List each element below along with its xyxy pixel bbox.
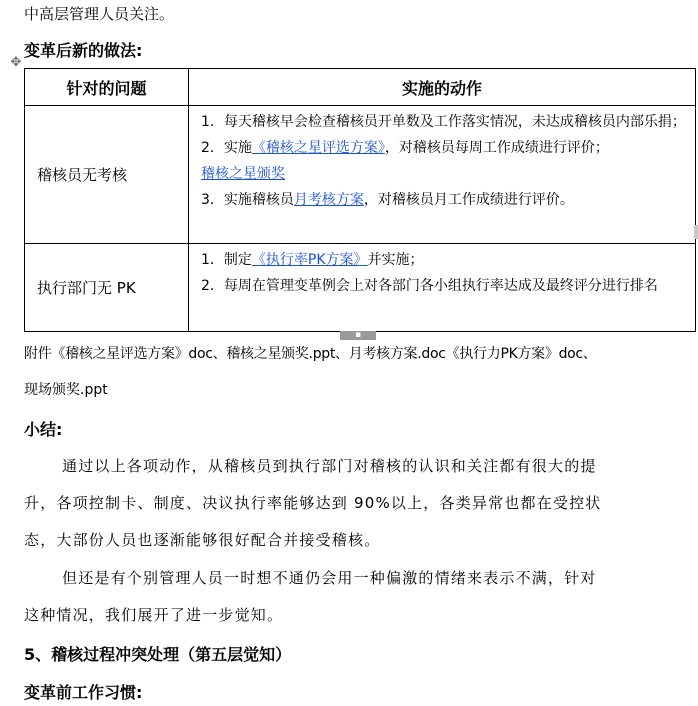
- problem-cell: 稽核员无考核: [25, 106, 189, 244]
- paragraph-line: 这种情况，我们展开了进一步觉知。: [24, 606, 284, 624]
- section-5-heading: 5、稽核过程冲突处理（第五层觉知）: [24, 645, 292, 664]
- table-row: [25, 244, 696, 332]
- table-header-row: [25, 69, 696, 106]
- action-text: 2．实施: [201, 140, 252, 156]
- action-text: 3．实施稽核员: [201, 192, 294, 208]
- top-text-line: 中高层管理人员关注。: [24, 5, 175, 23]
- action-text: 并实施；: [367, 252, 424, 268]
- action-line: [201, 247, 687, 273]
- action-line: [201, 187, 687, 213]
- link-monthly-assessment-plan[interactable]: 月考核方案: [293, 192, 364, 208]
- table-split-marker[interactable]: ▪: [340, 331, 376, 340]
- paragraph-line: 通过以上各项动作，从稽核员到执行部门对稽核的认识和关注都有很大的提: [62, 457, 597, 475]
- paragraph-line: 升，各项控制卡、制度、决议执行率能够达到 90%以上，各类异常也都在受控状: [24, 494, 602, 512]
- problem-cell: 执行部门无 PK: [25, 244, 189, 332]
- header-action: 实施的动作: [189, 69, 696, 106]
- action-line: [201, 161, 687, 187]
- scrollbar-thumb[interactable]: [694, 225, 698, 239]
- paragraph-line: 但还是有个别管理人员一时想不通仍会用一种偏激的情绪来表示不满，针对: [62, 569, 597, 587]
- attachments-line: 附件《稽核之星评选方案》doc、稽核之星颁奖.ppt、月考核方案.doc《执行力PK方案》doc、: [24, 346, 597, 362]
- action-line: 2．每周在管理变革例会上对各部门各小组执行率达成及最终评分进行排名: [201, 278, 658, 294]
- action-line: 1．每天稽核早会检查稽核员开单数及工作落实情况，未达成稽核员内部乐捐；: [201, 114, 686, 130]
- action-line: [201, 135, 687, 161]
- link-star-selection-plan[interactable]: 《稽核之星评选方案》: [251, 140, 385, 156]
- table-row: [25, 106, 696, 244]
- header-problem: 针对的问题: [25, 69, 189, 106]
- action-cell: [189, 106, 696, 244]
- link-star-award[interactable]: 稽核之星颁奖: [201, 166, 285, 182]
- action-text: ，对稽核员月工作成绩进行评价。: [363, 192, 574, 208]
- paragraph-line: 态，大部份人员也逐渐能够很好配合并接受稽核。: [24, 531, 381, 549]
- action-text: ，对稽核员每周工作成绩进行评价；: [384, 140, 609, 156]
- link-execution-rate-pk-plan[interactable]: 《执行率PK方案》: [251, 252, 368, 268]
- summary-heading: 小结:: [24, 420, 63, 439]
- move-handle-icon[interactable]: ✥: [10, 55, 22, 70]
- action-cell: [189, 244, 696, 332]
- attachments-line: 现场颁奖.ppt: [24, 382, 108, 398]
- after-change-heading: 变革后新的做法:: [24, 41, 143, 60]
- measures-table: [24, 68, 696, 332]
- action-text: 1．制定: [201, 252, 252, 268]
- before-change-heading: 变革前工作习惯:: [24, 683, 143, 702]
